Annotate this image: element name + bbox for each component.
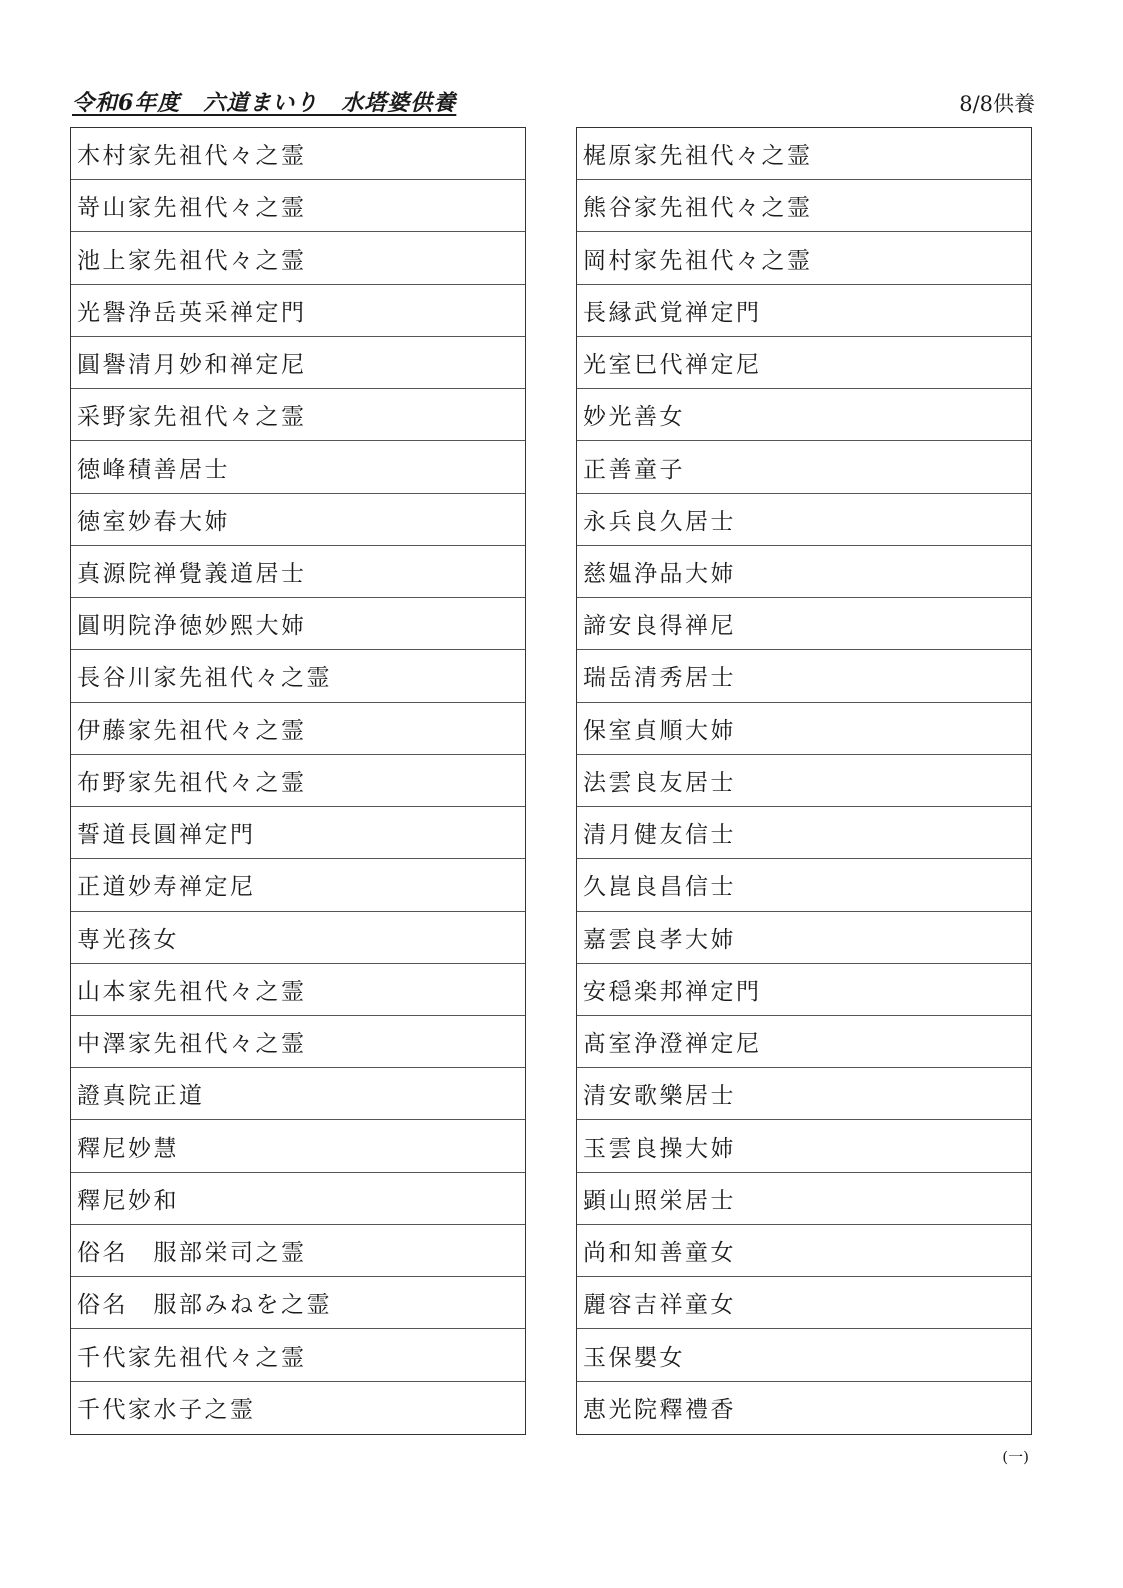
list-item: 髙室浄澄禅定尼 (577, 1016, 1031, 1068)
list-item: 久崑良昌信士 (577, 859, 1031, 911)
list-item: 熊谷家先祖代々之霊 (577, 180, 1031, 232)
list-item: 池上家先祖代々之霊 (71, 232, 525, 284)
list-item: 嘉雲良孝大姉 (577, 912, 1031, 964)
list-item: 恵光院釋禮香 (583, 1397, 736, 1424)
page-title: 令和6年度 六道まいり 水塔婆供養 (72, 90, 457, 116)
list-item: 玉保嬰女 (577, 1329, 1031, 1381)
list-item: 誓道長圓禅定門 (71, 807, 525, 859)
list-item: 千代家先祖代々之霊 (71, 1329, 525, 1381)
list-item: 安穏楽邦禅定門 (577, 964, 1031, 1016)
list-item: 瑞岳清秀居士 (577, 650, 1031, 702)
right-memorial-list (576, 127, 1032, 1435)
list-item: 顕山照栄居士 (577, 1173, 1031, 1225)
list-item: 俗名 服部栄司之霊 (71, 1225, 525, 1277)
left-memorial-list (70, 127, 526, 1435)
list-item: 長谷川家先祖代々之霊 (71, 650, 525, 702)
list-item: 専光孩女 (71, 912, 525, 964)
list-item: 中澤家先祖代々之霊 (71, 1016, 525, 1068)
list-item: 圓明院浄徳妙熙大姉 (71, 598, 525, 650)
list-item: 圓譽清月妙和禅定尼 (71, 337, 525, 389)
list-item: 長縁武覚禅定門 (577, 285, 1031, 337)
list-item: 尚和知善童女 (577, 1225, 1031, 1277)
list-item: 梶原家先祖代々之霊 (577, 128, 1031, 180)
list-item: 清安歌樂居士 (577, 1068, 1031, 1120)
list-item: 光譽浄岳英采禅定門 (71, 285, 525, 337)
page-number: (一) (1002, 1448, 1029, 1466)
list-item: 諦安良得禅尼 (577, 598, 1031, 650)
list-item: 證真院正道 (71, 1068, 525, 1120)
list-item: 麗容吉祥童女 (577, 1277, 1031, 1329)
list-item: 徳峰積善居士 (71, 441, 525, 493)
list-item: 永兵良久居士 (577, 494, 1031, 546)
list-item: 保室貞順大姉 (577, 703, 1031, 755)
list-item: 釋尼妙和 (71, 1173, 525, 1225)
service-date-label: 8/8供養 (959, 92, 1035, 116)
list-item: 慈媪浄品大姉 (577, 546, 1031, 598)
list-item: 釋尼妙慧 (71, 1120, 525, 1172)
list-item: 正善童子 (577, 441, 1031, 493)
list-item: 采野家先祖代々之霊 (71, 389, 525, 441)
list-item: 正道妙寿禅定尼 (71, 859, 525, 911)
list-item: 岡村家先祖代々之霊 (577, 232, 1031, 284)
list-item: 清月健友信士 (577, 807, 1031, 859)
list-item: 嵜山家先祖代々之霊 (71, 180, 525, 232)
list-item: 伊藤家先祖代々之霊 (71, 703, 525, 755)
list-item: 真源院禅覺義道居士 (71, 546, 525, 598)
list-item: 妙光善女 (577, 389, 1031, 441)
list-item: 法雲良友居士 (577, 755, 1031, 807)
list-item: 俗名 服部みねを之霊 (71, 1277, 525, 1329)
list-item: 光室巳代禅定尼 (577, 337, 1031, 389)
list-item: 徳室妙春大姉 (71, 494, 525, 546)
list-item: 千代家水子之霊 (77, 1397, 256, 1424)
list-item: 玉雲良操大姉 (577, 1120, 1031, 1172)
list-item: 布野家先祖代々之霊 (71, 755, 525, 807)
list-item: 木村家先祖代々之霊 (71, 128, 525, 180)
list-item: 山本家先祖代々之霊 (71, 964, 525, 1016)
